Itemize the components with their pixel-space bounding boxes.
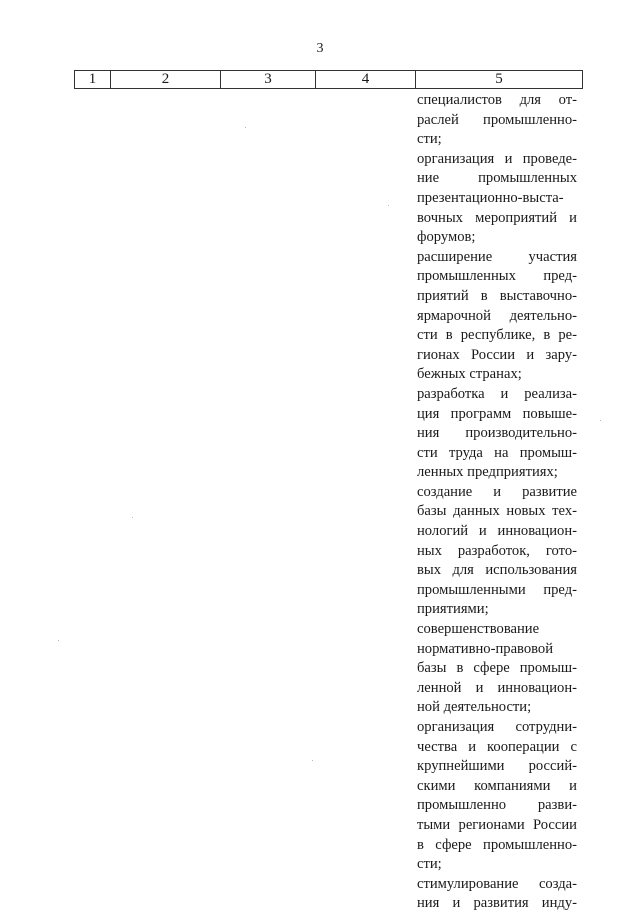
column-5-line: совершенствование [417, 621, 540, 638]
column-5-line: вых для использования [417, 562, 577, 579]
column-5-line: ярмарочной деятельно- [417, 307, 577, 324]
column-5-line: гионах России и зару- [417, 346, 577, 363]
column-5-line: создание и развитие [417, 483, 577, 500]
column-5-line: сти; [417, 131, 442, 148]
column-5-line: базы данных новых тех- [417, 503, 577, 520]
column-5-line: ной деятельности; [417, 699, 532, 716]
column-5-line: бежных странах; [417, 366, 522, 383]
column-5-text [417, 91, 577, 914]
column-5-line: нологий и инновацион- [417, 523, 577, 540]
column-5-line: презентационно-выста- [417, 189, 564, 206]
column-5-line: приятиями; [417, 601, 489, 618]
column-5-line: ция программ повыше- [417, 405, 577, 422]
header-cell-5: 5 [416, 71, 583, 89]
column-5-line: базы в сфере промыш- [417, 660, 577, 677]
column-5-line: организация сотрудни- [417, 719, 577, 735]
header-cell-2: 2 [111, 71, 221, 89]
scan-speck [245, 127, 246, 128]
scan-speck [312, 760, 313, 761]
column-5-line: специалистов для от- [417, 92, 577, 108]
column-5-line: крупнейшими россий- [417, 758, 577, 775]
column-5-line: вочных мероприятий и [417, 209, 577, 226]
column-5-line: раслей промышленно- [417, 111, 577, 128]
header-cell-3: 3 [221, 71, 316, 89]
column-5-line: сти в республике, в ре- [417, 327, 577, 344]
column-5-line: нормативно-правовой [417, 640, 554, 657]
column-5-line: промышленными пред- [417, 581, 577, 598]
column-5-line: чества и кооперации с [417, 738, 577, 755]
column-5-line: сти труда на промыш- [417, 444, 577, 461]
column-5-line: ние промышленных [417, 170, 577, 187]
scan-speck [600, 420, 601, 421]
column-5-line: форумов; [417, 229, 476, 246]
column-5-line: в сфере промышленно- [417, 836, 577, 853]
column-5-line: приятий в выставочно- [417, 287, 577, 304]
column-5-line: ных разработок, гото- [417, 542, 577, 559]
column-5-line: расширение участия [417, 248, 577, 265]
page-number: 3 [316, 41, 324, 56]
column-5-line: скими компаниями и [417, 777, 577, 794]
header-cell-1: 1 [75, 71, 111, 89]
column-5-line: сти; [417, 856, 442, 873]
column-5-line: тыми регионами России [417, 816, 577, 833]
column-5-line: промышленных пред- [417, 268, 577, 285]
scan-speck [132, 517, 133, 518]
column-5-line: ленных предприятиях; [417, 464, 558, 481]
column-5-line: стимулирование созда- [417, 875, 577, 892]
column-5-line: ния производительно- [417, 425, 577, 442]
column-5-line: ния и развития инду- [417, 895, 577, 912]
column-5-line: промышленно разви- [417, 797, 577, 814]
column-5-line: разработка и реализа- [417, 385, 577, 402]
column-5-line: организация и проведе- [417, 150, 577, 167]
column-5-line: ленной и инновацион- [417, 679, 577, 696]
header-cell-4: 4 [316, 71, 416, 89]
scan-speck [58, 640, 59, 641]
scan-speck [388, 205, 389, 206]
table-header-row [74, 70, 583, 89]
